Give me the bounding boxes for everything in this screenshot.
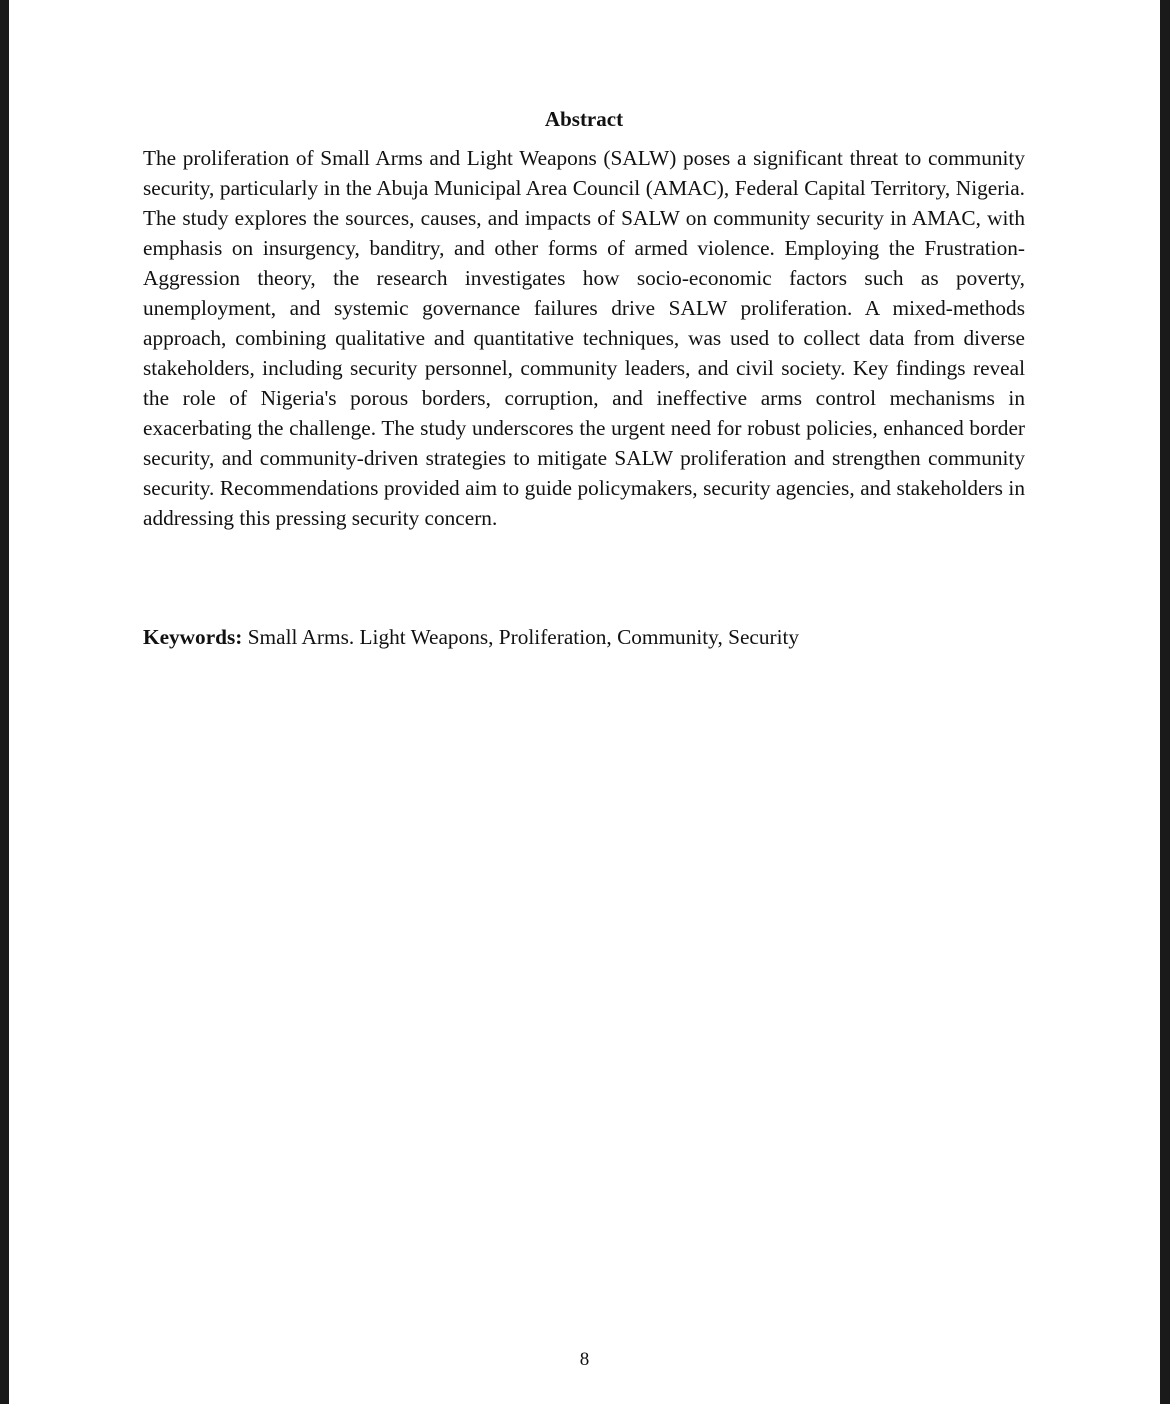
keywords-list: Small Arms. Light Weapons, Proliferation, Community, Security [247,625,800,649]
keywords-label: Keywords: [143,625,243,649]
abstract-section [143,104,1025,533]
page-number: 8 [579,1349,590,1370]
keywords-line [143,622,1025,652]
abstract-paragraph: The proliferation of Small Arms and Light Weapons (SALW) poses a significant threat to community security, particularly in the Abuja Municipal Area Council (AMAC), Federal Capital Territory, Nigeria. The study explores the sources, causes, and impacts of SALW on community security in AMAC, with emphasis on insurgency, banditry, and other forms of armed violence. Employing the Frustration-Aggression theory, the research investigates how socio-economic factors such as poverty, unemployment, and systemic governance failures drive SALW proliferation. A mixed-methods approach, combining qualitative and quantitative techniques, was used to collect data from diverse stakeholders, including security personnel, community leaders, and civil society. Key findings reveal the role of Nigeria's porous borders, corruption, and ineffective arms control mechanisms in exacerbating the challenge. The study underscores the urgent need for robust policies, enhanced border security, and community-driven strategies to mitigate SALW proliferation and strengthen community security. Recommendations provided aim to guide policymakers, security agencies, and stakeholders in addressing this pressing security concern. [143,146,1025,530]
abstract-heading: Abstract [544,107,624,131]
document-page [9,0,1160,1404]
